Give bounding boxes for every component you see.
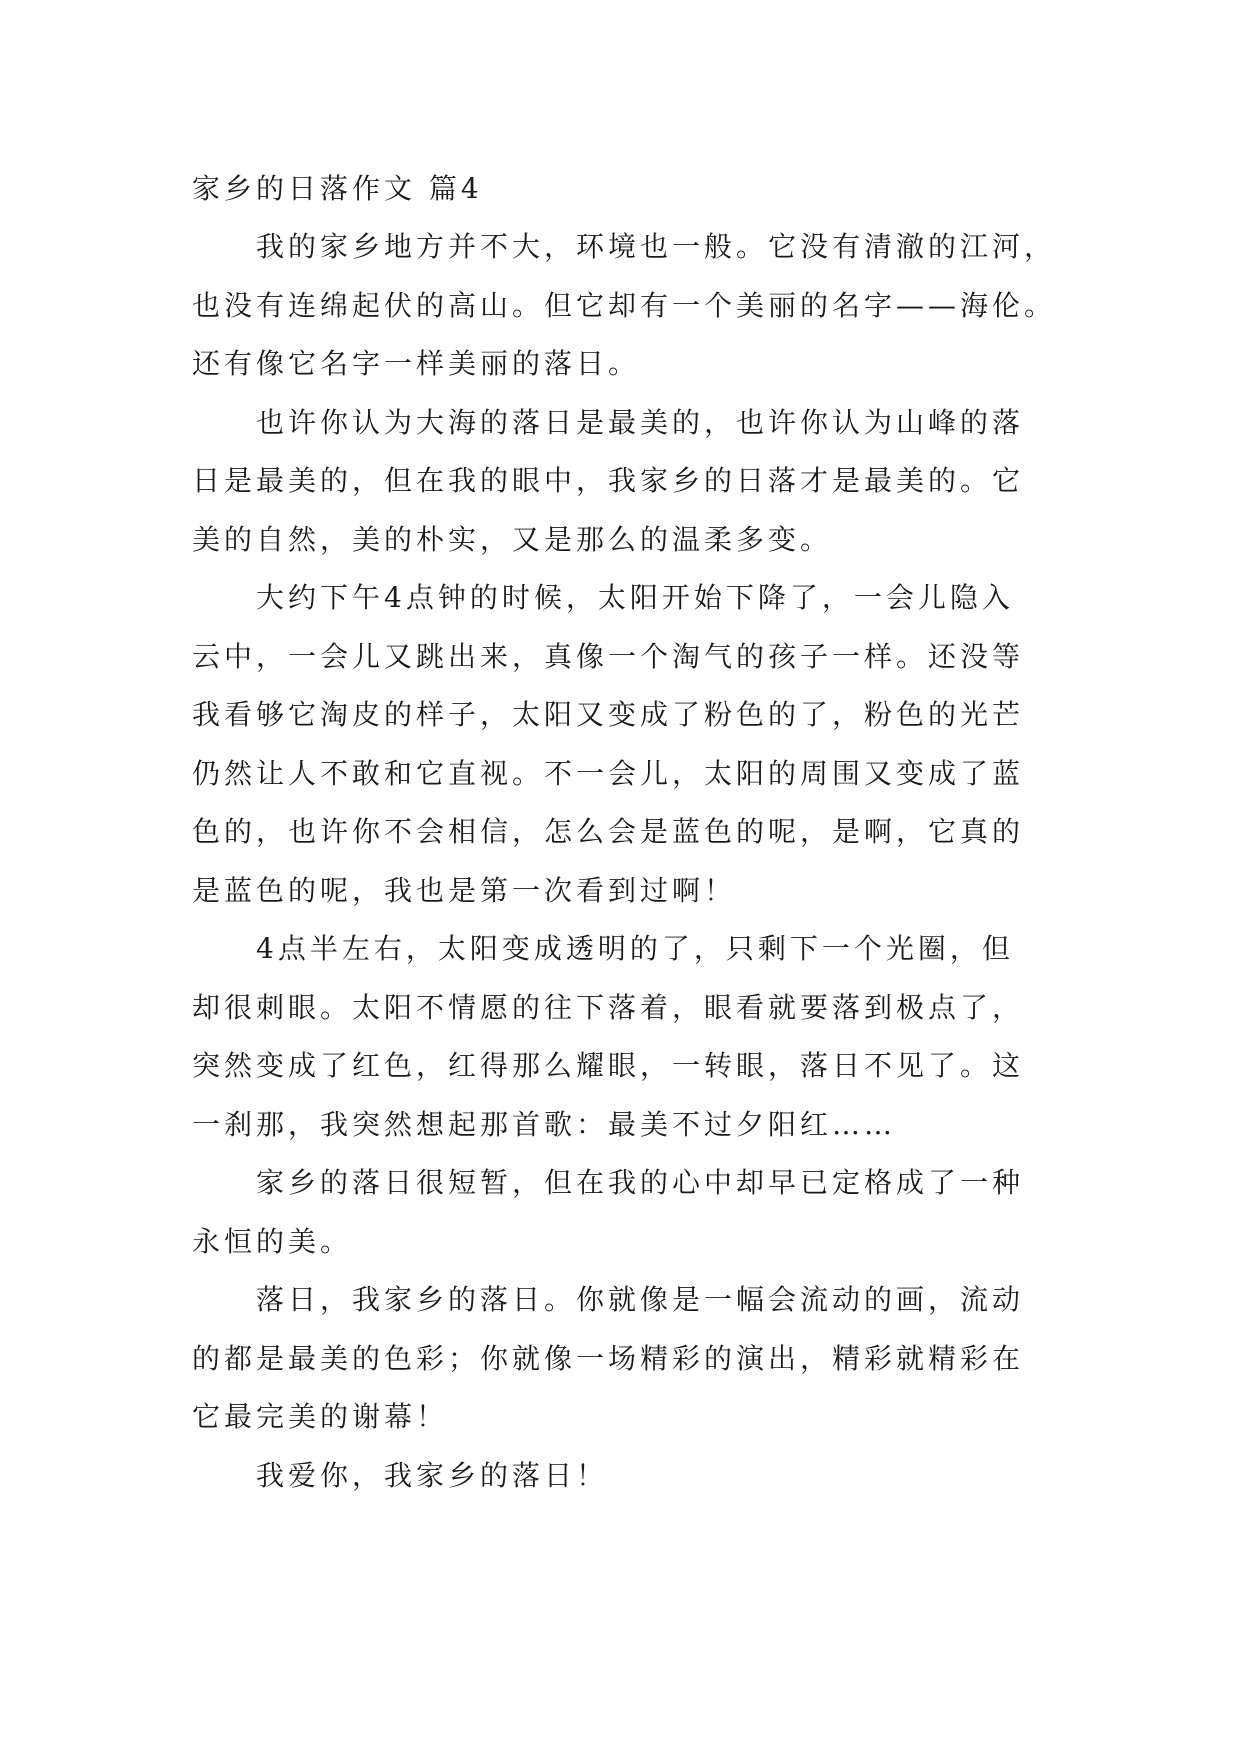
- paragraph-1: [192, 218, 1082, 394]
- paragraph-line: 突然变成了红色，红得那么耀眼，一转眼，落日不见了。这: [192, 1049, 1025, 1082]
- paragraph-line: 一刹那，我突然想起那首歌：最美不过夕阳红……: [192, 1107, 897, 1141]
- paragraph-line: 是蓝色的呢，我也是第一次看到过啊！: [192, 873, 737, 907]
- paragraph-line: 我看够它淘皮的样子，太阳又变成了粉色的了，粉色的光芒: [192, 698, 1025, 731]
- paragraph-line: 落日，我家乡的落日。你就像是一幅会流动的画，流动: [256, 1283, 1025, 1316]
- paragraph-line: 仍然让人不敢和它直视。不一会儿，太阳的周围又变成了蓝: [192, 756, 1025, 790]
- paragraph-line: 云中，一会儿又跳出来，真像一个淘气的孩子一样。还没等: [192, 639, 1025, 673]
- paragraph-line: 永恒的美。: [192, 1224, 353, 1258]
- paragraph-7: [192, 1447, 1082, 1506]
- document-page: [192, 160, 1082, 1505]
- paragraph-line: 也没有连绵起伏的高山。但它却有一个美丽的名字——海伦。: [192, 288, 1057, 322]
- paragraph-line: 美的自然，美的朴实，又是那么的温柔多变。: [192, 522, 833, 556]
- paragraph-line: 色的，也许你不会相信，怎么会是蓝色的呢，是啊，它真的: [192, 815, 1025, 848]
- paragraph-line: 日是最美的，但在我的眼中，我家乡的日落才是最美的。它: [192, 464, 1025, 497]
- paragraph-line: 还有像它名字一样美丽的落日。: [192, 347, 641, 380]
- paragraph-6: [192, 1271, 1082, 1447]
- paragraph-line: 它最完美的谢幕！: [192, 1400, 449, 1433]
- document-title: 家乡的日落作文 篇4: [192, 172, 483, 205]
- paragraph-line: 家乡的落日很短暂，但在我的心中却早已定格成了一种: [256, 1166, 1025, 1199]
- paragraph-line: 却很刺眼。太阳不情愿的往下落着，眼看就要落到极点了，: [192, 990, 1025, 1024]
- paragraph-line: 4点半左右，太阳变成透明的了，只剩下一个光圈，但: [256, 932, 1014, 965]
- paragraph-line: 的都是最美的色彩；你就像一场精彩的演出，精彩就精彩在: [192, 1341, 1025, 1375]
- paragraph-4: [192, 920, 1082, 1154]
- paragraph-3: [192, 569, 1082, 920]
- paragraph-line: 大约下午4点钟的时候，太阳开始下降了，一会儿隐入: [256, 581, 1014, 614]
- paragraph-line: 也许你认为大海的落日是最美的，也许你认为山峰的落: [256, 405, 1025, 439]
- paragraph-5: [192, 1154, 1082, 1271]
- paragraph-2: [192, 394, 1082, 570]
- paragraph-line: 我爱你，我家乡的落日！: [256, 1458, 609, 1492]
- paragraph-line: 我的家乡地方并不大，环境也一般。它没有清澈的江河，: [256, 230, 1057, 263]
